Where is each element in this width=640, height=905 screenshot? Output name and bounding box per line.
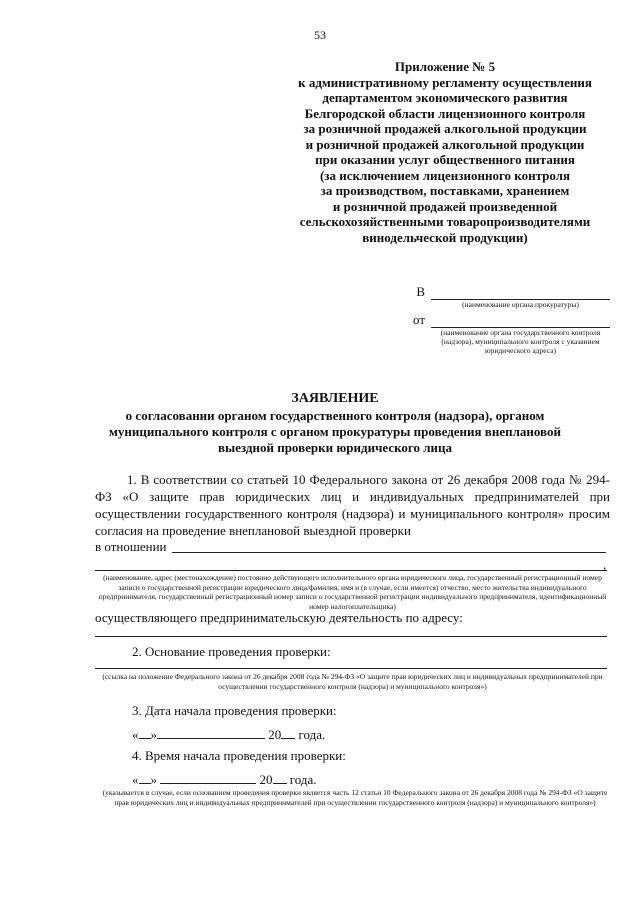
appendix-line: за розничной продажей алкогольной продукции <box>303 121 587 136</box>
appendix-line: при оказании услуг общественного питания <box>315 152 575 167</box>
year-prefix: 20 <box>268 727 282 742</box>
month-field[interactable] <box>157 726 265 739</box>
basis-hint: (ссылка на положение Федерального закона от 26 декабря 2008 года № 294-ФЗ «О защите прав юридических лиц и индивидуальных предпринимателей при осуществлении государственного контроля (надзора) и муниципального контроля») <box>102 672 603 691</box>
day-field[interactable] <box>139 771 151 784</box>
year-suffix: года. <box>289 772 317 787</box>
appendix-line: департаментом экономического развития <box>322 90 568 105</box>
quote-open: « <box>132 772 139 787</box>
appendix-line: винодельческой продукции) <box>362 229 528 245</box>
day-field[interactable] <box>139 726 151 739</box>
comma: , <box>603 557 607 572</box>
year-suffix: года. <box>298 727 326 742</box>
time-hint: (указывается в случае, если основанием проведения проверки является часть 12 статьи 10 Федерального закона от 26 декабря 2008 года № 294-ФЗ «О защите прав юридических лиц и индивидуальных предпринимателей при осуществлении государственного контроля (надзора) и муниципального контроля») <box>102 788 608 807</box>
appendix-line: Приложение № 5 <box>394 59 496 74</box>
page-number: 53 <box>314 28 326 42</box>
control-body-field[interactable] <box>431 313 610 328</box>
appendix-line: (за исключением лицензионного контроля <box>319 167 571 183</box>
year-field[interactable] <box>281 726 295 739</box>
start-date-row <box>132 726 325 743</box>
basis-field[interactable] <box>95 668 607 669</box>
section-1-body: 1. В соответствии со статьей 10 Федерального закона от 26 декабря 2008 года № 294-ФЗ «О защите прав юридических лиц и индивидуальных предпринимателей при осуществлении государственного контроля (надзора) и муниципального контроля» просим согласия на проведение внеплановой выездной проверки <box>95 472 610 538</box>
appendix-line: Белгородской области лицензионного контроля <box>304 105 586 121</box>
in-relation-label: в отношении <box>95 539 167 554</box>
statement-line: выездной проверки юридического лица <box>217 440 453 455</box>
appendix-line: к административному регламенту осуществления <box>298 74 592 90</box>
activity-address-field[interactable] <box>95 636 607 637</box>
appendix-line: за производством, поставками, хранением <box>320 183 570 198</box>
statement-line: о согласовании органом государственного контроля (надзора), органом <box>125 408 545 423</box>
statement-line: муниципального контроля с органом прокуратуры проведения внеплановой <box>109 424 561 439</box>
prosecutor-field[interactable] <box>431 285 610 300</box>
month-field[interactable] <box>160 771 256 784</box>
addressee-from <box>385 312 610 355</box>
section-3-label: 3. Дата начала проведения проверки: <box>132 703 337 718</box>
control-body-hint: (наименование органа государственного контроля (надзора), муниципального контроля с указанием юридического адреса) <box>440 328 601 355</box>
appendix-line: и розничной продажей алкогольной продукции <box>305 136 585 152</box>
addressee-to <box>385 284 610 309</box>
subject-hint: (наименование, адрес (местонахождение) постоянно действующего исполнительного органа юридического лица, государственный регистрационный номер записи о государственной регистрации юридического лица/фамилия, имя и (в случае, если имеется) отчество, место жительства индивидуального предпринимателя, государственный регистрационный номер записи о государственной регистрации индивидуального предпринимателя, идентификационный номер налогоплательщика) <box>98 573 607 611</box>
subject-field-line-2[interactable] <box>95 570 607 571</box>
appendix-line: сельскохозяйственными товаропроизводителями <box>299 214 591 229</box>
prosecutor-hint: (наименование органа прокуратуры) <box>462 300 579 309</box>
year-field[interactable] <box>273 771 287 784</box>
section-1-text <box>95 471 610 539</box>
statement-heading: ЗАЯВЛЕНИЕ <box>291 391 379 406</box>
section-4-label: 4. Время начала проведения проверки: <box>132 748 346 763</box>
activity-address-label: осуществляющего предпринимательскую деятельность по адресу: <box>95 610 463 625</box>
start-time-row <box>132 771 317 788</box>
quote-close: » <box>150 772 157 787</box>
from-prefix: от <box>412 312 425 327</box>
section-2-label: 2. Основание проведения проверки: <box>132 644 331 659</box>
to-prefix: В <box>416 284 425 299</box>
year-prefix: 20 <box>259 772 273 787</box>
quote-close: » <box>150 727 157 742</box>
appendix-header <box>275 59 615 245</box>
quote-open: « <box>132 727 139 742</box>
subject-field[interactable] <box>172 552 606 553</box>
statement-title <box>70 391 600 456</box>
appendix-line: и розничной продажей произведенной <box>332 198 558 214</box>
